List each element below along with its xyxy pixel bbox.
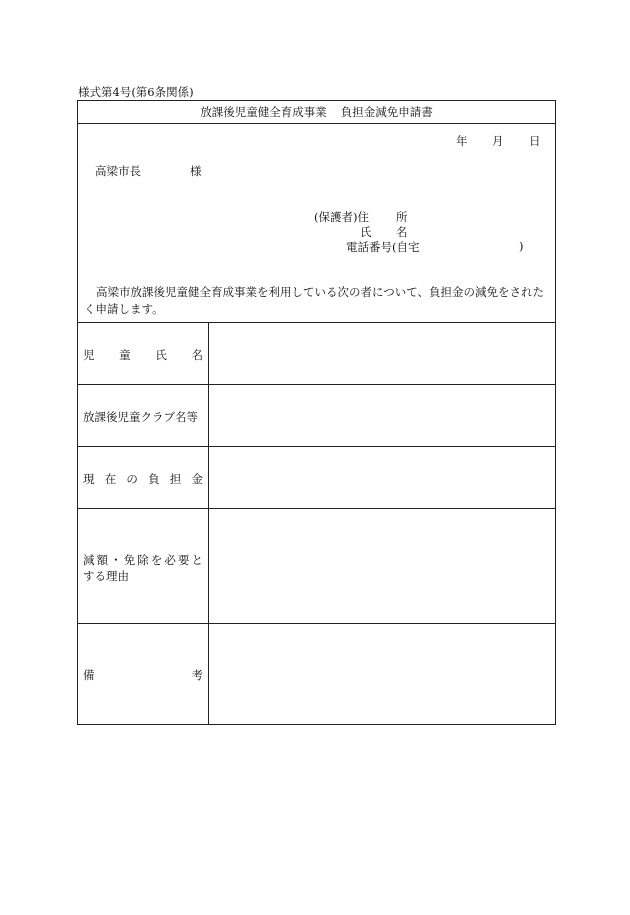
form-title-part1: 放課後児童健全育成事業 (200, 105, 327, 119)
guardian-name-label-2: 名 (396, 225, 408, 239)
date-month: 月 (492, 134, 504, 148)
remarks-field[interactable] (209, 624, 555, 724)
club-name-field[interactable] (209, 385, 555, 446)
form-number: 様式第4号(第6条関係) (78, 85, 194, 99)
club-name-label: 放課後児童クラブ名等 (83, 410, 198, 424)
reason-label-line2: する理由 (83, 569, 129, 583)
request-statement: 高梁市放課後児童健全育成事業を利用している次の者について、負担金の減免をされたく申請します。 (84, 285, 545, 316)
addressee-honorific: 様 (190, 164, 202, 178)
current-fee-label: 現 在 の 負 担 金 (83, 472, 203, 486)
form-title (78, 101, 555, 124)
phone-close: ) (519, 239, 524, 253)
date-year: 年 (456, 134, 468, 148)
guardian-address-suffix: 所 (396, 210, 408, 224)
current-fee-field[interactable] (209, 447, 555, 508)
child-name-field[interactable] (209, 323, 555, 384)
phone-label: 電話番号(自宅 (346, 240, 420, 254)
form-title-part2: 負担金減免申請書 (340, 105, 433, 119)
guardian-address-label: (保護者)住 (314, 210, 369, 224)
remarks-label: 備 考 (83, 668, 203, 682)
reason-field[interactable] (209, 509, 555, 623)
addressee-mayor: 高梁市長 (95, 164, 141, 178)
reason-label-line1: 減 額 ・ 免 除 を 必 要 と (83, 553, 203, 567)
child-name-label: 児 童 氏 名 (83, 348, 203, 362)
date-day: 日 (529, 134, 541, 148)
guardian-name-label-1: 氏 (360, 225, 372, 239)
